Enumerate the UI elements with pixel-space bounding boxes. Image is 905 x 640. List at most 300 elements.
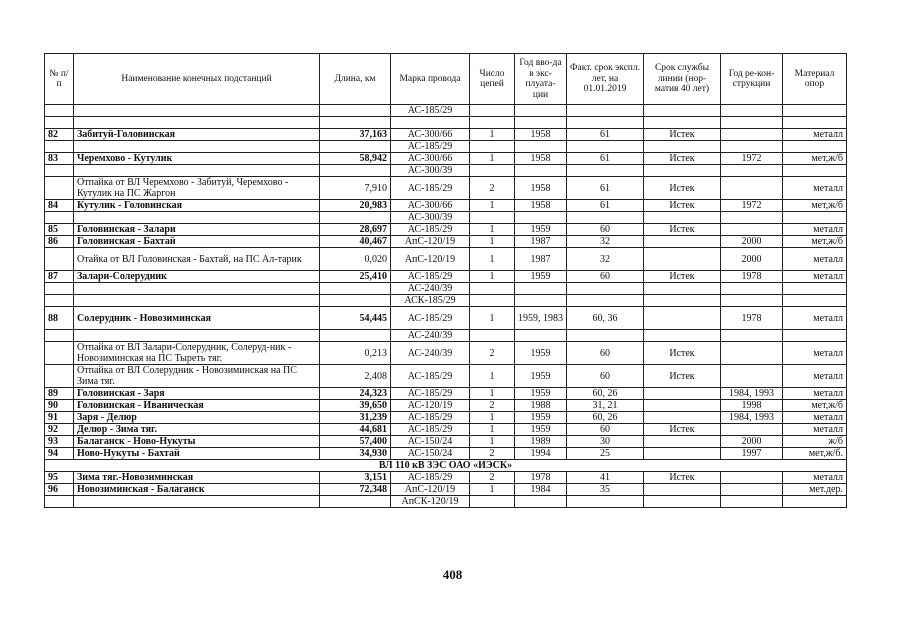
cell-year bbox=[515, 105, 567, 117]
cell-life: Истек bbox=[644, 472, 721, 484]
cell-num bbox=[45, 248, 74, 271]
table-row bbox=[45, 400, 847, 412]
cell-fact: 30 bbox=[567, 436, 644, 448]
cell-num: 88 bbox=[45, 307, 74, 330]
cell-wire: АС-240/39 bbox=[391, 330, 470, 342]
cell-material: металл bbox=[783, 412, 847, 424]
cell-wire: АС-185/29 bbox=[391, 412, 470, 424]
cell-life: Истек bbox=[644, 224, 721, 236]
cell-chains: 1 bbox=[470, 307, 515, 330]
cell-length: 25,410 bbox=[320, 271, 391, 283]
cell-life bbox=[644, 307, 721, 330]
cell-year bbox=[515, 496, 567, 508]
cell-life bbox=[644, 484, 721, 496]
cell-fact: 60, 26 bbox=[567, 412, 644, 424]
cell-wire: АС-185/29 bbox=[391, 177, 470, 200]
cell-life bbox=[644, 400, 721, 412]
cell-length bbox=[320, 105, 391, 117]
cell-life bbox=[644, 105, 721, 117]
cell-recon bbox=[721, 330, 783, 342]
cell-recon bbox=[721, 105, 783, 117]
cell-fact bbox=[567, 105, 644, 117]
cell-recon bbox=[721, 496, 783, 508]
cell-material: мет,ж/б bbox=[783, 236, 847, 248]
header-year: Год вво-да в экс-плуата-ции bbox=[515, 54, 567, 105]
cell-life: Истек bbox=[644, 129, 721, 141]
cell-length: 57,400 bbox=[320, 436, 391, 448]
cell-chains: 1 bbox=[470, 365, 515, 388]
table-row bbox=[45, 484, 847, 496]
cell-material: металл bbox=[783, 472, 847, 484]
cell-material: металл bbox=[783, 177, 847, 200]
cell-chains: 1 bbox=[470, 236, 515, 248]
cell-wire: АС-185/29 bbox=[391, 271, 470, 283]
cell-recon bbox=[721, 177, 783, 200]
table-row bbox=[45, 129, 847, 141]
page-number: 408 bbox=[442, 567, 463, 582]
cell-fact: 60, 26 bbox=[567, 388, 644, 400]
cell-num bbox=[45, 117, 74, 129]
cell-wire: АС-300/66 bbox=[391, 200, 470, 212]
cell-length: 72,348 bbox=[320, 484, 391, 496]
cell-chains bbox=[470, 105, 515, 117]
cell-name: Балаганск - Ново-Нукуты bbox=[74, 436, 320, 448]
cell-wire: АпС-120/19 bbox=[391, 248, 470, 271]
cell-life bbox=[644, 212, 721, 224]
cell-year bbox=[515, 330, 567, 342]
table-row bbox=[45, 307, 847, 330]
table-row bbox=[45, 388, 847, 400]
cell-recon: 1972 bbox=[721, 200, 783, 212]
cell-chains: 1 bbox=[470, 200, 515, 212]
cell-num bbox=[45, 496, 74, 508]
cell-chains: 1 bbox=[470, 224, 515, 236]
cell-material: ж/б bbox=[783, 436, 847, 448]
cell-wire: АС-185/29 bbox=[391, 141, 470, 153]
cell-life: Истек bbox=[644, 271, 721, 283]
cell-life: Истек bbox=[644, 177, 721, 200]
header-fact: Факт. срок экспл. лет, на 01.01.2019 bbox=[567, 54, 644, 105]
cell-name bbox=[74, 295, 320, 307]
cell-fact: 60, 36 bbox=[567, 307, 644, 330]
cell-chains: 1 bbox=[470, 412, 515, 424]
cell-num bbox=[45, 295, 74, 307]
cell-life: Истек bbox=[644, 365, 721, 388]
cell-year bbox=[515, 295, 567, 307]
cell-name bbox=[74, 283, 320, 295]
cell-wire: АС-300/39 bbox=[391, 212, 470, 224]
cell-chains bbox=[470, 295, 515, 307]
cell-fact: 61 bbox=[567, 153, 644, 165]
cell-length: 3,151 bbox=[320, 472, 391, 484]
cell-year: 1989 bbox=[515, 436, 567, 448]
cell-num: 85 bbox=[45, 224, 74, 236]
cell-recon: 1984, 1993 bbox=[721, 412, 783, 424]
cell-life bbox=[644, 436, 721, 448]
cell-year: 1959 bbox=[515, 271, 567, 283]
cell-length: 7,910 bbox=[320, 177, 391, 200]
cell-name bbox=[74, 141, 320, 153]
cell-fact: 60 bbox=[567, 424, 644, 436]
cell-material: металл bbox=[783, 388, 847, 400]
cell-num bbox=[45, 212, 74, 224]
cell-year: 1959 bbox=[515, 342, 567, 365]
cell-recon: 1984, 1993 bbox=[721, 388, 783, 400]
cell-wire: АС-185/29 bbox=[391, 388, 470, 400]
cell-recon: 2000 bbox=[721, 436, 783, 448]
cell-recon bbox=[721, 472, 783, 484]
cell-name bbox=[74, 165, 320, 177]
cell-recon bbox=[721, 129, 783, 141]
cell-recon: 1998 bbox=[721, 400, 783, 412]
cell-fact bbox=[567, 330, 644, 342]
cell-recon bbox=[721, 484, 783, 496]
cell-length: 39,650 bbox=[320, 400, 391, 412]
cell-chains: 1 bbox=[470, 388, 515, 400]
table-row bbox=[45, 105, 847, 117]
cell-name: Делюр - Зима тяг. bbox=[74, 424, 320, 436]
cell-wire: АпС-120/19 bbox=[391, 236, 470, 248]
cell-material: мет,ж/б bbox=[783, 153, 847, 165]
cell-fact: 60 bbox=[567, 342, 644, 365]
cell-life bbox=[644, 117, 721, 129]
cell-material bbox=[783, 295, 847, 307]
table-row bbox=[45, 342, 847, 365]
cell-num bbox=[45, 330, 74, 342]
cell-wire: АС-240/39 bbox=[391, 342, 470, 365]
cell-material bbox=[783, 330, 847, 342]
cell-chains: 1 bbox=[470, 129, 515, 141]
cell-fact: 25 bbox=[567, 448, 644, 460]
cell-wire: АС-150/24 bbox=[391, 448, 470, 460]
cell-wire: АС-185/29 bbox=[391, 105, 470, 117]
cell-wire: АС-185/29 bbox=[391, 472, 470, 484]
cell-name: Головинская - Заря bbox=[74, 388, 320, 400]
cell-length bbox=[320, 141, 391, 153]
table-row bbox=[45, 153, 847, 165]
cell-chains: 1 bbox=[470, 424, 515, 436]
cell-recon bbox=[721, 224, 783, 236]
cell-num bbox=[45, 365, 74, 388]
cell-name: Головинская - Залари bbox=[74, 224, 320, 236]
table-row bbox=[45, 424, 847, 436]
power-lines-table bbox=[44, 53, 847, 508]
cell-length: 34,930 bbox=[320, 448, 391, 460]
cell-material: металл bbox=[783, 365, 847, 388]
cell-length bbox=[320, 330, 391, 342]
cell-name: Ново-Нукуты - Бахтай bbox=[74, 448, 320, 460]
table-row bbox=[45, 448, 847, 460]
table-row bbox=[45, 200, 847, 212]
cell-year: 1959 bbox=[515, 412, 567, 424]
cell-chains: 2 bbox=[470, 177, 515, 200]
cell-year: 1959 bbox=[515, 224, 567, 236]
cell-num: 95 bbox=[45, 472, 74, 484]
header-material: Материал опор bbox=[783, 54, 847, 105]
table-row bbox=[45, 412, 847, 424]
table-row bbox=[45, 330, 847, 342]
cell-recon bbox=[721, 342, 783, 365]
cell-material bbox=[783, 165, 847, 177]
cell-length: 2,408 bbox=[320, 365, 391, 388]
cell-num: 83 bbox=[45, 153, 74, 165]
cell-num: 92 bbox=[45, 424, 74, 436]
cell-life: Истек bbox=[644, 342, 721, 365]
cell-name: Черемхово - Кутулик bbox=[74, 153, 320, 165]
cell-material: мет.дер. bbox=[783, 484, 847, 496]
section-label: ВЛ 110 кВ ЗЭС ОАО «ИЭСК» bbox=[45, 460, 847, 472]
cell-year bbox=[515, 117, 567, 129]
table-row bbox=[45, 117, 847, 129]
cell-year: 1959 bbox=[515, 388, 567, 400]
header-length: Длина, км bbox=[320, 54, 391, 105]
cell-length: 37,163 bbox=[320, 129, 391, 141]
cell-year bbox=[515, 283, 567, 295]
cell-recon bbox=[721, 424, 783, 436]
cell-length: 44,681 bbox=[320, 424, 391, 436]
cell-chains: 1 bbox=[470, 153, 515, 165]
table-row bbox=[45, 212, 847, 224]
table-row bbox=[45, 248, 847, 271]
cell-chains bbox=[470, 141, 515, 153]
table-row bbox=[45, 283, 847, 295]
cell-recon: 2000 bbox=[721, 236, 783, 248]
cell-recon: 1972 bbox=[721, 153, 783, 165]
cell-wire: АС-120/19 bbox=[391, 400, 470, 412]
section-row bbox=[45, 460, 847, 472]
cell-name: Забитуй-Головинская bbox=[74, 129, 320, 141]
cell-fact: 60 bbox=[567, 365, 644, 388]
header-row bbox=[45, 54, 847, 105]
cell-fact: 60 bbox=[567, 224, 644, 236]
table-body bbox=[45, 105, 847, 508]
cell-year: 1958 bbox=[515, 200, 567, 212]
cell-year: 1984 bbox=[515, 484, 567, 496]
cell-recon bbox=[721, 283, 783, 295]
cell-material bbox=[783, 105, 847, 117]
cell-recon bbox=[721, 295, 783, 307]
cell-recon bbox=[721, 141, 783, 153]
cell-wire: АпСК-120/19 bbox=[391, 496, 470, 508]
cell-num bbox=[45, 177, 74, 200]
cell-length: 24,323 bbox=[320, 388, 391, 400]
cell-name bbox=[74, 330, 320, 342]
cell-recon: 2000 bbox=[721, 248, 783, 271]
cell-wire: АС-300/39 bbox=[391, 165, 470, 177]
cell-num: 89 bbox=[45, 388, 74, 400]
cell-num: 87 bbox=[45, 271, 74, 283]
cell-chains: 2 bbox=[470, 472, 515, 484]
cell-wire bbox=[391, 117, 470, 129]
cell-year bbox=[515, 165, 567, 177]
header-life: Срок службы линии (нор-матив 40 лет) bbox=[644, 54, 721, 105]
cell-name: Залари-Солерудник bbox=[74, 271, 320, 283]
cell-num: 94 bbox=[45, 448, 74, 460]
header-chains: Число цепей bbox=[470, 54, 515, 105]
table-row bbox=[45, 496, 847, 508]
table-row bbox=[45, 177, 847, 200]
table-row bbox=[45, 295, 847, 307]
table-row bbox=[45, 141, 847, 153]
cell-length bbox=[320, 295, 391, 307]
cell-year: 1978 bbox=[515, 472, 567, 484]
cell-recon: 1997 bbox=[721, 448, 783, 460]
cell-name: Солерудник - Новозиминская bbox=[74, 307, 320, 330]
cell-length bbox=[320, 212, 391, 224]
cell-num: 90 bbox=[45, 400, 74, 412]
cell-year: 1958 bbox=[515, 153, 567, 165]
cell-name: Отайка от ВЛ Головинская - Бахтай, на ПС Ал-тарик bbox=[74, 248, 320, 271]
cell-fact bbox=[567, 496, 644, 508]
cell-wire: АС-185/29 bbox=[391, 307, 470, 330]
cell-material bbox=[783, 212, 847, 224]
cell-num: 93 bbox=[45, 436, 74, 448]
cell-name bbox=[74, 105, 320, 117]
cell-recon bbox=[721, 165, 783, 177]
cell-life bbox=[644, 165, 721, 177]
cell-life bbox=[644, 236, 721, 248]
cell-year: 1987 bbox=[515, 248, 567, 271]
cell-wire: АС-185/29 bbox=[391, 365, 470, 388]
cell-chains bbox=[470, 212, 515, 224]
cell-num bbox=[45, 283, 74, 295]
table-row bbox=[45, 271, 847, 283]
cell-wire: АС-185/29 bbox=[391, 224, 470, 236]
cell-life bbox=[644, 283, 721, 295]
cell-material: металл bbox=[783, 424, 847, 436]
cell-material: мет,ж/б bbox=[783, 200, 847, 212]
cell-life bbox=[644, 496, 721, 508]
cell-wire: АпС-120/19 bbox=[391, 484, 470, 496]
cell-year: 1987 bbox=[515, 236, 567, 248]
cell-num: 96 bbox=[45, 484, 74, 496]
cell-life bbox=[644, 448, 721, 460]
cell-year: 1994 bbox=[515, 448, 567, 460]
cell-wire: АС-240/39 bbox=[391, 283, 470, 295]
cell-fact: 61 bbox=[567, 177, 644, 200]
cell-life bbox=[644, 412, 721, 424]
cell-name: Головинская - Бахтай bbox=[74, 236, 320, 248]
cell-chains bbox=[470, 283, 515, 295]
cell-name: Заря - Делюр bbox=[74, 412, 320, 424]
cell-chains: 1 bbox=[470, 484, 515, 496]
cell-name: Отпайка от ВЛ Солерудник - Новозиминская на ПС Зима тяг. bbox=[74, 365, 320, 388]
cell-fact: 32 bbox=[567, 236, 644, 248]
cell-recon bbox=[721, 212, 783, 224]
cell-length: 40,467 bbox=[320, 236, 391, 248]
cell-year bbox=[515, 141, 567, 153]
cell-year: 1959 bbox=[515, 424, 567, 436]
cell-material bbox=[783, 283, 847, 295]
header-recon: Год ре-кон-струкции bbox=[721, 54, 783, 105]
cell-length: 28,697 bbox=[320, 224, 391, 236]
cell-name: Отпайка от ВЛ Черемхово - Забитуй, Черемхово - Кутулик на ПС Жаргон bbox=[74, 177, 320, 200]
cell-life: Истек bbox=[644, 153, 721, 165]
cell-length: 20,983 bbox=[320, 200, 391, 212]
cell-length: 31,239 bbox=[320, 412, 391, 424]
cell-material: металл bbox=[783, 129, 847, 141]
cell-fact bbox=[567, 212, 644, 224]
cell-recon bbox=[721, 117, 783, 129]
cell-wire: АС-300/66 bbox=[391, 129, 470, 141]
cell-length: 0,213 bbox=[320, 342, 391, 365]
cell-length bbox=[320, 165, 391, 177]
cell-life bbox=[644, 248, 721, 271]
cell-material bbox=[783, 117, 847, 129]
cell-fact bbox=[567, 165, 644, 177]
cell-chains bbox=[470, 117, 515, 129]
cell-wire: АС-150/24 bbox=[391, 436, 470, 448]
cell-material: металл bbox=[783, 271, 847, 283]
cell-year: 1988 bbox=[515, 400, 567, 412]
cell-material bbox=[783, 496, 847, 508]
cell-chains: 1 bbox=[470, 271, 515, 283]
cell-fact: 61 bbox=[567, 200, 644, 212]
cell-num bbox=[45, 165, 74, 177]
cell-material: металл bbox=[783, 248, 847, 271]
cell-year bbox=[515, 212, 567, 224]
cell-year: 1958 bbox=[515, 177, 567, 200]
cell-length bbox=[320, 117, 391, 129]
cell-num: 86 bbox=[45, 236, 74, 248]
cell-fact: 41 bbox=[567, 472, 644, 484]
cell-material bbox=[783, 141, 847, 153]
cell-year: 1958 bbox=[515, 129, 567, 141]
cell-life bbox=[644, 330, 721, 342]
cell-length: 58,942 bbox=[320, 153, 391, 165]
cell-recon: 1978 bbox=[721, 307, 783, 330]
table-row bbox=[45, 236, 847, 248]
header-name: Наименование конечных подстанций bbox=[74, 54, 320, 105]
cell-life bbox=[644, 295, 721, 307]
cell-name bbox=[74, 212, 320, 224]
cell-name: Новозиминская - Балаганск bbox=[74, 484, 320, 496]
cell-length: 54,445 bbox=[320, 307, 391, 330]
cell-fact bbox=[567, 283, 644, 295]
cell-material: металл bbox=[783, 224, 847, 236]
cell-name: Зима тяг.-Новозиминская bbox=[74, 472, 320, 484]
table-row bbox=[45, 472, 847, 484]
cell-material: мет,ж/б. bbox=[783, 448, 847, 460]
cell-wire: АС-300/66 bbox=[391, 153, 470, 165]
header-num: № п/п bbox=[45, 54, 74, 105]
cell-name: Головинская - Иваническая bbox=[74, 400, 320, 412]
cell-num: 84 bbox=[45, 200, 74, 212]
cell-fact bbox=[567, 295, 644, 307]
cell-chains: 2 bbox=[470, 448, 515, 460]
cell-num: 91 bbox=[45, 412, 74, 424]
cell-name bbox=[74, 496, 320, 508]
cell-chains: 2 bbox=[470, 342, 515, 365]
cell-recon bbox=[721, 365, 783, 388]
cell-num bbox=[45, 141, 74, 153]
cell-life: Истек bbox=[644, 424, 721, 436]
cell-fact: 61 bbox=[567, 129, 644, 141]
cell-fact bbox=[567, 141, 644, 153]
table-row bbox=[45, 165, 847, 177]
cell-length: 0,020 bbox=[320, 248, 391, 271]
cell-material: металл bbox=[783, 342, 847, 365]
cell-fact bbox=[567, 117, 644, 129]
cell-fact: 60 bbox=[567, 271, 644, 283]
cell-year: 1959 bbox=[515, 365, 567, 388]
cell-material: мет,ж/б bbox=[783, 400, 847, 412]
cell-chains: 2 bbox=[470, 400, 515, 412]
cell-wire: АС-185/29 bbox=[391, 424, 470, 436]
cell-name: Кутулик - Головинская bbox=[74, 200, 320, 212]
cell-chains: 1 bbox=[470, 248, 515, 271]
table-row bbox=[45, 224, 847, 236]
